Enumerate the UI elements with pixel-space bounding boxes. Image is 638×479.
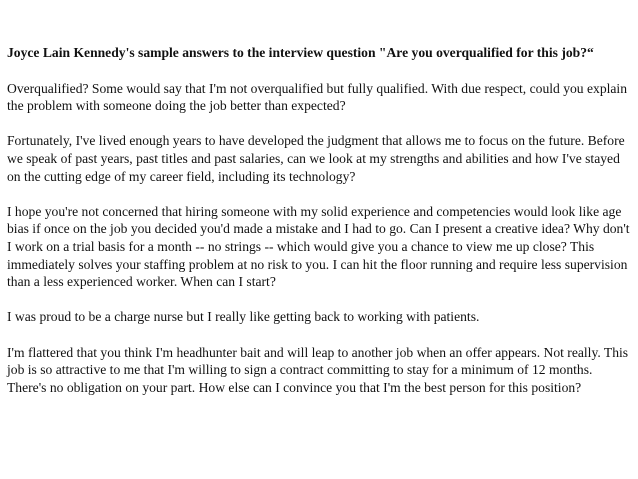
document-title: Joyce Lain Kennedy's sample answers to the interview question "Are you overqualified for this job?“ [7,45,594,60]
answer-paragraph-2: Fortunately, I've lived enough years to have developed the judgment that allows me to focus on the future. Before we speak of past years, past titles and past salaries, can we look at my strengths and abilities and how I've stayed on the cutting edge of my career field, including its technology? [7,133,625,184]
answer-paragraph-4: I was proud to be a charge nurse but I really like getting back to working with patients. [7,309,480,325]
answer-paragraph-3: I hope you're not concerned that hiring someone with my solid experience and competencies would look like age bias if once on the job you decided you'd made a mistake and I had to go. Can I present a creative idea? Why don't I work on a trial basis for a month -- no strings -- which would give you a chance to view me up close? This immediately solves your staffing problem at no risk to you. I can hit the floor running and require less supervision than a less experienced worker. When can I start? [7,203,630,290]
document-page [7,44,633,414]
answer-paragraph-1: Overqualified? Some would say that I'm not overqualified but fully qualified. With due respect, could you explain the problem with someone doing the job better than expected? [7,80,628,114]
answer-paragraph-5: I'm flattered that you think I'm headhunter bait and will leap to another job when an offer appears. Not really. This job is so attractive to me that I'm willing to sign a contract committing to stay for a minimum of 12 months. There's no obligation on your part. How else can I convince you that I'm the best person for this position? [7,344,629,395]
